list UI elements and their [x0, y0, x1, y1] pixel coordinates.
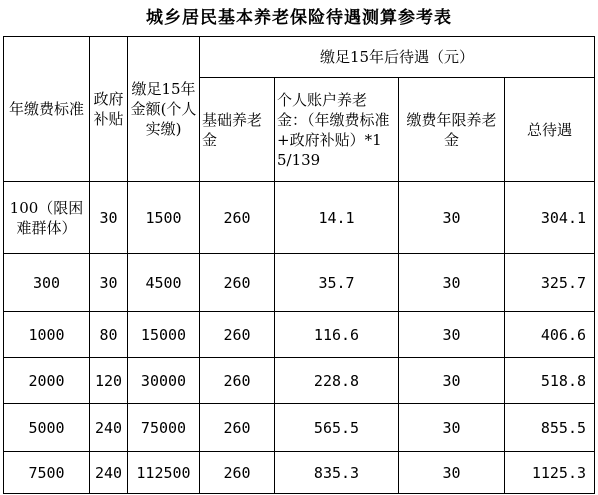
cell-standard: 2000 [4, 358, 90, 404]
cell-standard: 300 [4, 254, 90, 312]
cell-subsidy: 240 [90, 452, 128, 494]
header-gov-subsidy: 政府补贴 [90, 37, 128, 182]
cell-amount: 30000 [128, 358, 200, 404]
cell-personal: 35.7 [275, 254, 399, 312]
table-row [4, 182, 595, 254]
cell-subsidy: 120 [90, 358, 128, 404]
cell-amount: 15000 [128, 312, 200, 358]
table-row [4, 358, 595, 404]
cell-personal: 116.6 [275, 312, 399, 358]
cell-amount: 4500 [128, 254, 200, 312]
table-row [4, 404, 595, 452]
header-total: 总待遇 [505, 78, 595, 182]
cell-years: 30 [399, 182, 505, 254]
cell-total: 406.6 [505, 312, 595, 358]
cell-amount: 112500 [128, 452, 200, 494]
cell-basic: 260 [200, 312, 275, 358]
cell-total: 518.8 [505, 358, 595, 404]
header-row-1 [4, 37, 595, 78]
header-after-15-years: 缴足15年后待遇（元） [200, 37, 595, 78]
header-basic-pension: 基础养老金 [200, 78, 275, 182]
cell-personal: 14.1 [275, 182, 399, 254]
header-years-pension: 缴费年限养老金 [399, 78, 505, 182]
pension-table [3, 36, 595, 494]
cell-subsidy: 30 [90, 254, 128, 312]
cell-personal: 835.3 [275, 452, 399, 494]
cell-personal: 228.8 [275, 358, 399, 404]
header-amount-15-years: 缴足15年金额(个人实缴) [128, 37, 200, 182]
cell-standard: 7500 [4, 452, 90, 494]
cell-total: 1125.3 [505, 452, 595, 494]
cell-amount: 1500 [128, 182, 200, 254]
cell-years: 30 [399, 404, 505, 452]
cell-total: 304.1 [505, 182, 595, 254]
cell-basic: 260 [200, 404, 275, 452]
cell-standard: 100（限困难群体） [4, 182, 90, 254]
table-row [4, 312, 595, 358]
cell-years: 30 [399, 452, 505, 494]
cell-total: 855.5 [505, 404, 595, 452]
cell-subsidy: 80 [90, 312, 128, 358]
cell-years: 30 [399, 312, 505, 358]
cell-basic: 260 [200, 452, 275, 494]
cell-basic: 260 [200, 254, 275, 312]
cell-standard: 5000 [4, 404, 90, 452]
cell-years: 30 [399, 358, 505, 404]
page-title: 城乡居民基本养老保险待遇测算参考表 [146, 8, 452, 28]
cell-basic: 260 [200, 358, 275, 404]
header-personal-account: 个人账户养老金：（年缴费标准+政府补贴）*15/139 [275, 78, 399, 182]
table-row [4, 254, 595, 312]
cell-years: 30 [399, 254, 505, 312]
cell-standard: 1000 [4, 312, 90, 358]
table-row [4, 452, 595, 494]
cell-basic: 260 [200, 182, 275, 254]
cell-total: 325.7 [505, 254, 595, 312]
cell-amount: 75000 [128, 404, 200, 452]
header-annual-contribution: 年缴费标准 [4, 37, 90, 182]
cell-subsidy: 30 [90, 182, 128, 254]
cell-personal: 565.5 [275, 404, 399, 452]
cell-subsidy: 240 [90, 404, 128, 452]
